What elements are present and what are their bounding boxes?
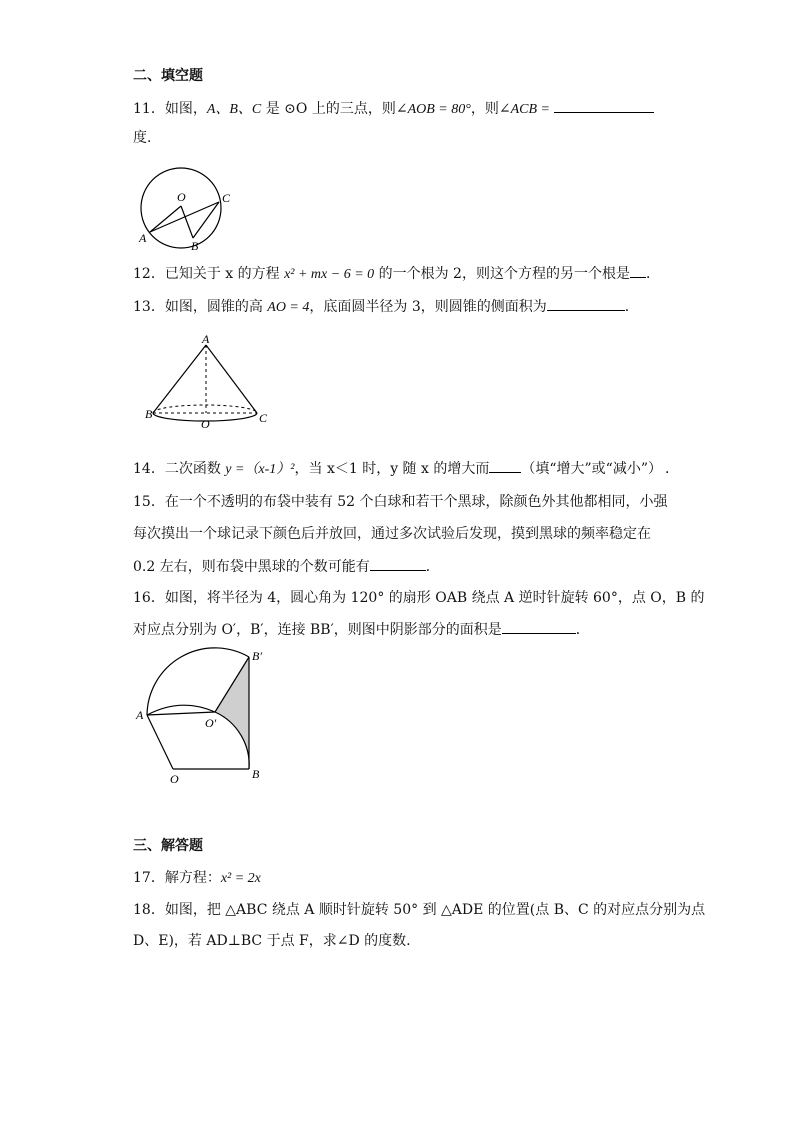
q11-mid: 是 ⊙O 上的三点，则 xyxy=(261,101,396,117)
q16-shaded-region xyxy=(215,657,249,769)
q11-label-o: O xyxy=(177,190,186,204)
q11-mid2: ，则 xyxy=(470,101,499,117)
question-17 xyxy=(133,868,261,889)
q16-label-o-prime: O′ xyxy=(205,716,217,730)
q13-answer-blank[interactable] xyxy=(547,296,625,311)
q16-label-b-prime: B′ xyxy=(252,649,262,663)
q14-text-c: （填“增大”或“减小”） xyxy=(521,461,655,477)
q15-line-2: 每次摸出一个球记录下颜色后并放回，通过多次试验后发现，摸到黑球的频率稳定在 xyxy=(133,526,651,542)
q16-line-2-text: 对应点分别为 O′，B′，连接 BB′，则图中阴影部分的面积是 xyxy=(133,622,502,638)
q18-line-2: D、E)，若 AD⊥BC 于点 F，求∠D 的度数. xyxy=(133,933,411,949)
q18-line-1: 18．如图，把 △ABC 绕点 A 顺时针旋转 50° 到 △ADE 的位置(点 B、C 的对应点分别为点 xyxy=(133,902,706,918)
section-heading-fill-blank: 二、填空题 xyxy=(133,68,203,84)
q13-end: ． xyxy=(624,299,639,315)
q11-circle-figure xyxy=(133,160,243,255)
q16-label-o: O xyxy=(170,772,179,786)
q12-text-b: 的一个根为 2，则这个方程的另一个根是 xyxy=(374,266,630,282)
q15-line-3-text: 0.2 左右，则布袋中黑球的个数可能有 xyxy=(133,559,370,575)
q11-points: A、B、C xyxy=(206,102,262,117)
question-14 xyxy=(133,458,679,480)
q15-answer-blank[interactable] xyxy=(370,556,426,571)
q16-label-a: A xyxy=(136,708,144,722)
q13-label-o: O xyxy=(201,417,210,431)
q16-line-2 xyxy=(133,619,590,640)
q16-sector-figure xyxy=(133,645,283,790)
q14-func: y =（x-1）² xyxy=(225,462,295,477)
q11-angle-given: ∠AOB = 80° xyxy=(395,102,471,117)
q15-line-3 xyxy=(133,556,440,577)
q16-answer-blank[interactable] xyxy=(502,619,576,634)
question-12 xyxy=(133,263,660,285)
q12-equation: x² + mx − 6 = 0 xyxy=(284,267,375,282)
question-11 xyxy=(133,98,654,120)
q13-text-b: ，底面圆半径为 3，则圆锥的侧面积为 xyxy=(309,299,547,315)
q11-label-b: B xyxy=(191,239,199,253)
q13-label-b: B xyxy=(145,407,153,421)
q12-end: ． xyxy=(645,266,660,282)
q16-line-1: 16．如图，将半径为 4，圆心角为 120° 的扇形 OAB 绕点 A 逆时针旋转 60°，点 O，B 的 xyxy=(133,590,705,606)
q15-line-1: 15．在一个不透明的布袋中装有 52 个白球和若干个黑球，除颜色外其他都相同，小强 xyxy=(133,494,668,510)
section-heading-solve: 三、解答题 xyxy=(133,838,203,854)
q17-equation: x² = 2x xyxy=(220,871,261,886)
q11-angle-asked: ∠ACB = xyxy=(498,102,550,117)
q14-end: ． xyxy=(665,461,679,477)
q11-label-c: C xyxy=(222,191,231,205)
q12-answer-blank[interactable] xyxy=(630,263,646,278)
q11-unit: 度． xyxy=(133,130,161,146)
q11-prefix: 11．如图， xyxy=(133,101,207,117)
q13-eq: AO = 4 xyxy=(267,300,310,315)
q13-cone-figure xyxy=(143,333,273,433)
question-13 xyxy=(133,296,639,318)
q13-label-a: A xyxy=(202,332,210,346)
q16-label-b: B xyxy=(252,767,260,781)
q14-answer-blank[interactable] xyxy=(489,458,521,473)
q14-text-a: 14．二次函数 xyxy=(133,461,226,477)
q11-answer-blank[interactable] xyxy=(554,98,654,113)
q13-label-c: C xyxy=(259,411,268,425)
q15-end: ． xyxy=(425,559,440,575)
q16-end: ． xyxy=(575,622,590,638)
q14-text-b: ，当 x＜1 时，y 随 x 的增大而 xyxy=(294,461,490,477)
q13-text-a: 13．如图，圆锥的高 xyxy=(133,299,268,315)
q11-label-a: A xyxy=(139,231,147,245)
q17-text: 17．解方程： xyxy=(133,870,221,886)
q12-text-a: 12．已知关于 x 的方程 xyxy=(133,266,285,282)
